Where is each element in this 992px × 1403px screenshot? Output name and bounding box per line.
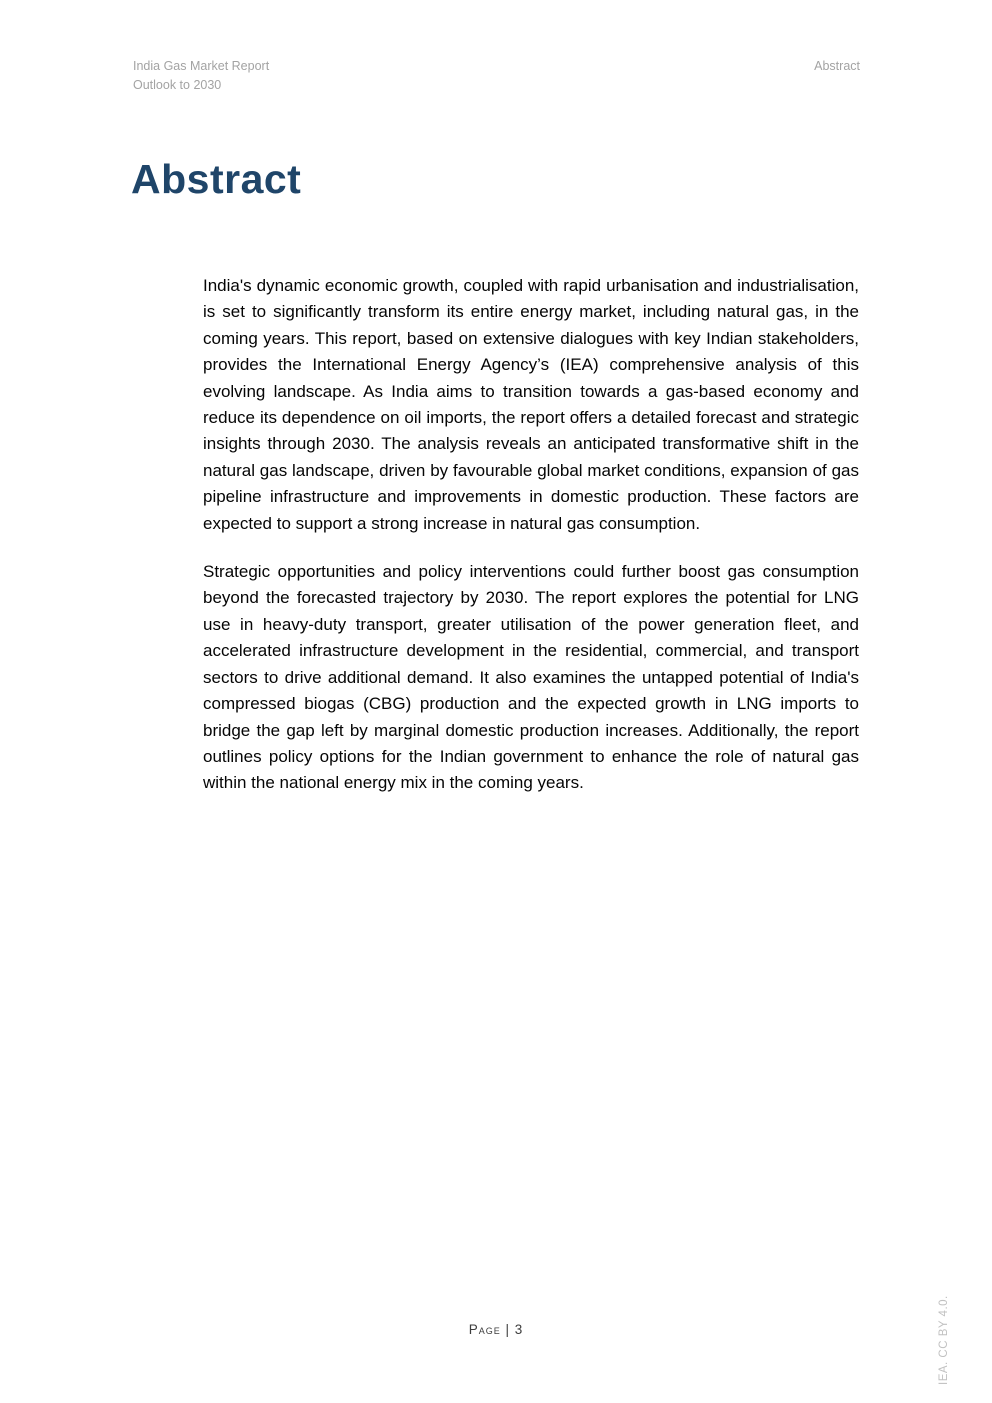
header-report-title-line1: India Gas Market Report xyxy=(133,59,270,73)
header-section-label: Abstract xyxy=(814,59,860,73)
page-number: Page | 3 xyxy=(468,1322,524,1337)
abstract-paragraph-1: India's dynamic economic growth, coupled with rapid urbanisation and industrialisation, is set to significantly transform its entire energy market, including natural gas, in the coming years. This report, based on extensive dialogues with key Indian stakeholders, provides the International Energy Agency’s (IEA) comprehensive analysis of this evolving landscape. As India aims to transition towards a gas-based economy and reduce its dependence on oil imports, the report offers a detailed forecast and strategic insights through 2030. The analysis reveals an anticipated transformative shift in the natural gas landscape, driven by favourable global market conditions, expansion of gas pipeline infrastructure and improvements in domestic production. These factors are expected to support a strong increase in natural gas consumption. xyxy=(203,276,859,533)
license-note: IEA. CC BY 4.0. xyxy=(938,1295,950,1385)
page-title: Abstract xyxy=(131,156,302,202)
body-text xyxy=(203,273,859,819)
abstract-paragraph-2: Strategic opportunities and policy interventions could further boost gas consumption beyond the forecasted trajectory by 2030. The report explores the potential for LNG use in heavy-duty transport, greater utilisation of the power generation fleet, and accelerated infrastructure development in the residential, commercial, and transport sectors to drive additional demand. It also examines the untapped potential of India's compressed biogas (CBG) production and the expected growth in LNG imports to bridge the gap left by marginal domestic production increases. Additionally, the report outlines policy options for the Indian government to enhance the role of natural gas within the national energy mix in the coming years. xyxy=(203,562,859,793)
running-header xyxy=(133,57,860,95)
header-report-title-line2: Outlook to 2030 xyxy=(133,78,222,92)
header-report-title xyxy=(133,57,269,95)
